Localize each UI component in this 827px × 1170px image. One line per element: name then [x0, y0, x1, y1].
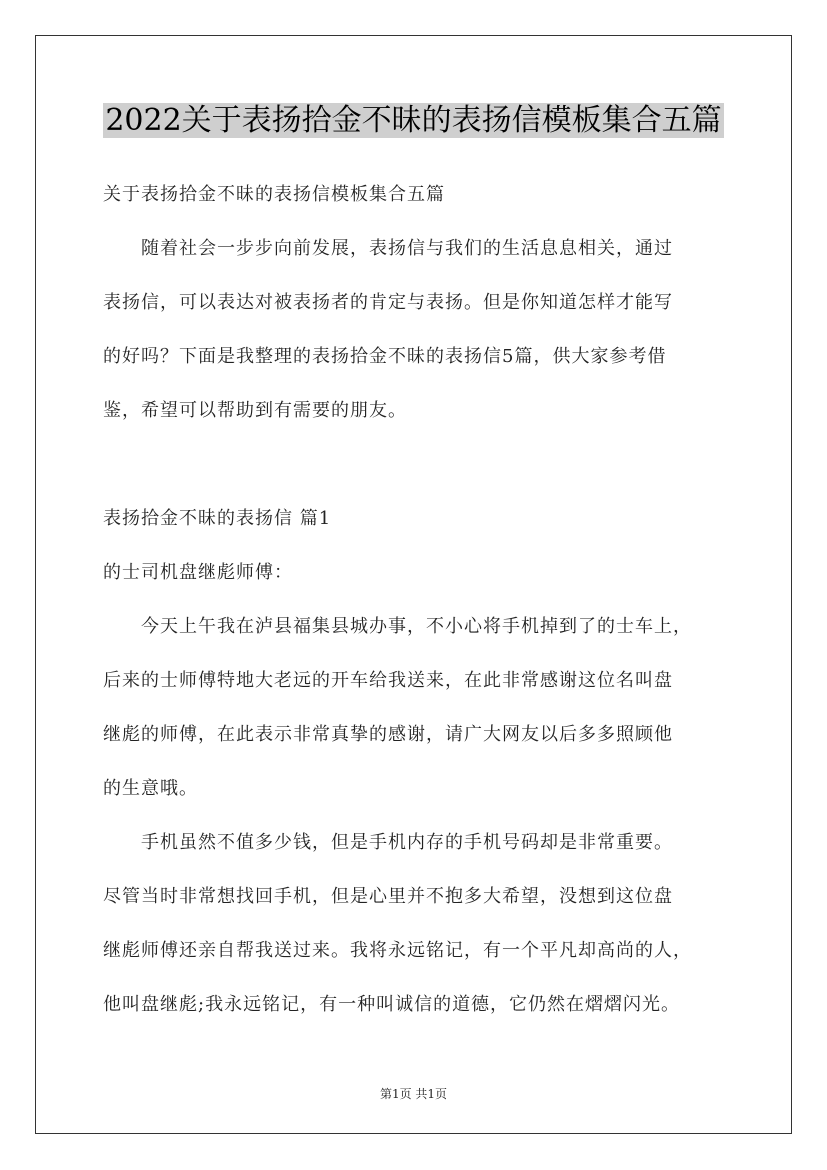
- section-heading: 表扬拾金不昧的表扬信 篇1: [103, 508, 332, 529]
- paragraph-line: 尽管当时非常想找回手机，但是心里并不抱多大希望，没想到这位盘: [103, 886, 673, 907]
- document-title-text: 2022关于表扬拾金不昧的表扬信模板集合五篇: [105, 103, 722, 138]
- paragraph-line: 他叫盘继彪;我永远铭记，有一种叫诚信的道德，它仍然在熠熠闪光。: [103, 994, 681, 1015]
- document-subtitle: 关于表扬拾金不昧的表扬信模板集合五篇: [103, 184, 445, 205]
- paragraph-line: 后来的士师傅特地大老远的开车给我送来，在此非常感谢这位名叫盘: [103, 670, 673, 691]
- paragraph-line: 继彪的师傅，在此表示非常真挚的感谢，请广大网友以后多多照顾他: [103, 724, 673, 745]
- page-footer: 第1页 共1页: [379, 1087, 448, 1101]
- intro-line: 表扬信，可以表达对被表扬者的肯定与表扬。但是你知道怎样才能写: [103, 292, 673, 313]
- intro-line: 的好吗？下面是我整理的表扬拾金不昧的表扬信5篇，供大家参考借: [103, 346, 667, 367]
- paragraph-line: 继彪师傅还亲自帮我送过来。我将永远铭记，有一个平凡却高尚的人，: [103, 940, 692, 961]
- intro-line: 鉴，希望可以帮助到有需要的朋友。: [103, 400, 407, 421]
- salutation: 的士司机盘继彪师傅：: [103, 562, 293, 583]
- paragraph-line: 今天上午我在泸县福集县城办事，不小心将手机掉到了的士车上，: [141, 616, 692, 637]
- paragraph-line: 的生意哦。: [103, 778, 198, 799]
- intro-line: 随着社会一步步向前发展，表扬信与我们的生活息息相关，通过: [141, 238, 673, 259]
- paragraph-line: 手机虽然不值多少钱，但是手机内存的手机号码却是非常重要。: [141, 832, 673, 853]
- document-title: [0, 101, 827, 141]
